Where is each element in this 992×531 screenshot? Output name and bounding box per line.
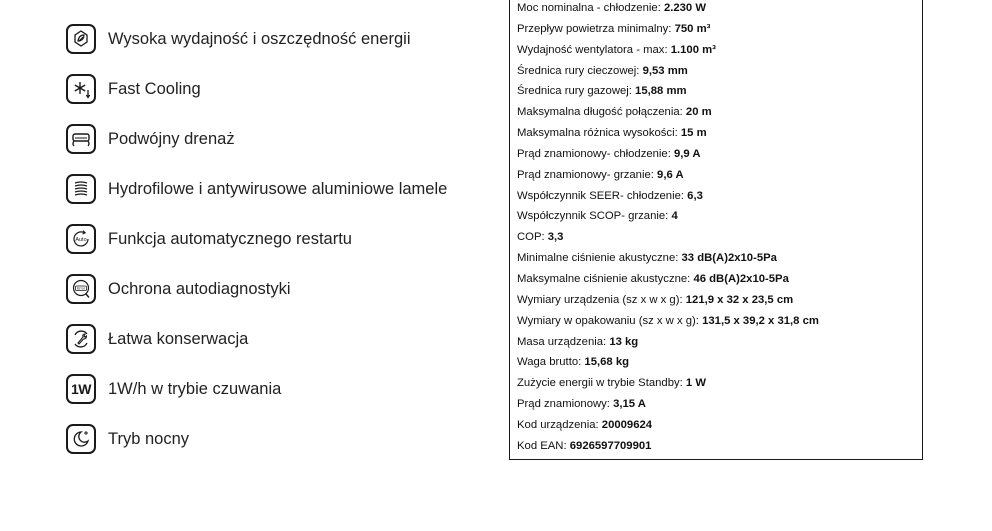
fins-icon — [66, 174, 96, 204]
spec-value: 121,9 x 32 x 23,5 cm — [685, 293, 794, 306]
spec-label: Średnica rury cieczowej: — [517, 64, 643, 77]
spec-row — [510, 332, 922, 353]
feature-item — [66, 314, 447, 364]
spec-row — [510, 123, 922, 144]
feature-item — [66, 164, 447, 214]
spec-label: Średnica rury gazowej: — [517, 85, 636, 98]
spec-row — [510, 311, 922, 332]
spec-row — [510, 227, 922, 248]
spec-row — [510, 436, 922, 457]
error-badge-text: Error — [77, 286, 85, 291]
spec-value: 33 dB(A)2x10-5Pa — [681, 252, 777, 265]
spec-value: 9,53 mm — [642, 64, 688, 77]
spec-value: 20 m — [685, 106, 712, 119]
spec-row — [510, 269, 922, 290]
spec-label: Prąd znamionowy: — [517, 398, 614, 411]
feature-item — [66, 264, 447, 314]
spec-label: Moc nominalna - chłodzenie: — [517, 2, 664, 14]
spec-label: Prąd znamionowy- grzanie: — [517, 168, 658, 181]
spec-value: 9,9 A — [673, 147, 701, 160]
spec-label: Maksymalna różnica wysokości: — [517, 127, 681, 140]
spec-value: 13 kg — [609, 335, 639, 348]
feature-label: 1W/h w trybie czuwania — [108, 379, 282, 398]
spec-value: 20009624 — [601, 418, 653, 431]
feature-item — [66, 64, 447, 114]
feature-item — [66, 14, 447, 64]
spec-row — [510, 102, 922, 123]
spec-label: COP: — [517, 231, 548, 244]
night-moon-icon — [66, 424, 96, 454]
spec-row — [510, 352, 922, 373]
feature-label: Podwójny drenaż — [108, 129, 235, 148]
standby-badge-text: 1W — [71, 381, 91, 397]
spec-label: Wydajność wentylatora - max: — [517, 43, 671, 56]
spec-row — [510, 290, 922, 311]
spec-row — [510, 81, 922, 102]
feature-label: Łatwa konserwacja — [108, 329, 249, 348]
feature-item — [66, 114, 447, 164]
feature-label: Wysoka wydajność i oszczędność energii — [108, 29, 411, 48]
spec-row — [510, 248, 922, 269]
spec-label: Kod urządzenia: — [517, 418, 602, 431]
spec-label: Kod EAN: — [517, 439, 570, 452]
spec-row — [510, 19, 922, 40]
spec-value: 9,6 A — [657, 168, 684, 181]
spec-row — [510, 40, 922, 61]
spec-value: 6,3 — [687, 189, 703, 202]
feature-label: Tryb nocny — [108, 429, 190, 448]
spec-value: 6926597709901 — [569, 439, 652, 452]
feature-list — [66, 14, 447, 464]
spec-value: 15,88 mm — [635, 85, 687, 98]
auto-badge-text: Auto — [75, 237, 87, 243]
maintenance-icon — [66, 324, 96, 354]
feature-label: Hydrofilowe i antywirusowe aluminiowe lamele — [108, 179, 448, 198]
feature-item — [66, 364, 447, 414]
spec-row — [510, 206, 922, 227]
spec-value: 1 W — [685, 377, 706, 390]
spec-row — [510, 186, 922, 207]
spec-row — [510, 165, 922, 186]
spec-label: Współczynnik SCOP- grzanie: — [517, 210, 672, 223]
spec-value: 131,5 x 39,2 x 31,8 cm — [702, 314, 819, 327]
spec-value: 4 — [671, 210, 678, 223]
spec-value: 750 m³ — [674, 22, 711, 35]
feature-item — [66, 414, 447, 464]
spec-value: 1.100 m³ — [670, 43, 716, 56]
spec-row — [510, 144, 922, 165]
feature-label: Ochrona autodiagnostyki — [108, 279, 291, 298]
spec-row — [510, 373, 922, 394]
spec-value: 15,68 kg — [584, 356, 629, 369]
spec-value: 2.230 W — [663, 2, 707, 14]
standby-1w-icon — [66, 374, 96, 404]
spec-table — [509, 0, 923, 460]
auto-restart-icon — [66, 224, 96, 254]
spec-label: Przepływ powietrza minimalny: — [517, 22, 675, 35]
spec-value: 3,15 A — [613, 398, 646, 411]
spec-label: Współczynnik SEER- chłodzenie: — [517, 189, 688, 202]
spec-label: Zużycie energii w trybie Standby: — [517, 377, 686, 390]
spec-row — [510, 394, 922, 415]
spec-row — [510, 0, 922, 19]
feature-label: Fast Cooling — [108, 79, 201, 98]
spec-label: Maksymalna długość połączenia: — [517, 106, 686, 119]
spec-value: 46 dB(A)2x10-5Pa — [693, 272, 789, 285]
double-drain-icon — [66, 124, 96, 154]
spec-label: Wymiary w opakowaniu (sz x w x g): — [517, 314, 703, 327]
spec-label: Prąd znamionowy- chłodzenie: — [517, 147, 674, 160]
eco-leaf-icon — [66, 24, 96, 54]
spec-label: Wymiary urządzenia (sz x w x g): — [517, 293, 686, 306]
spec-value: 3,3 — [547, 231, 564, 244]
spec-label: Masa urządzenia: — [517, 335, 610, 348]
spec-row — [510, 61, 922, 82]
feature-label: Funkcja automatycznego restartu — [108, 229, 352, 248]
spec-label: Minimalne ciśnienie akustyczne: — [517, 252, 682, 265]
spec-label: Waga brutto: — [517, 356, 585, 369]
spec-row — [510, 415, 922, 436]
spec-label: Maksymalne ciśnienie akustyczne: — [517, 272, 694, 285]
spec-value: 15 m — [680, 127, 707, 140]
feature-item — [66, 214, 447, 264]
self-diagnosis-icon — [66, 274, 96, 304]
snowflake-cooling-icon — [66, 74, 96, 104]
